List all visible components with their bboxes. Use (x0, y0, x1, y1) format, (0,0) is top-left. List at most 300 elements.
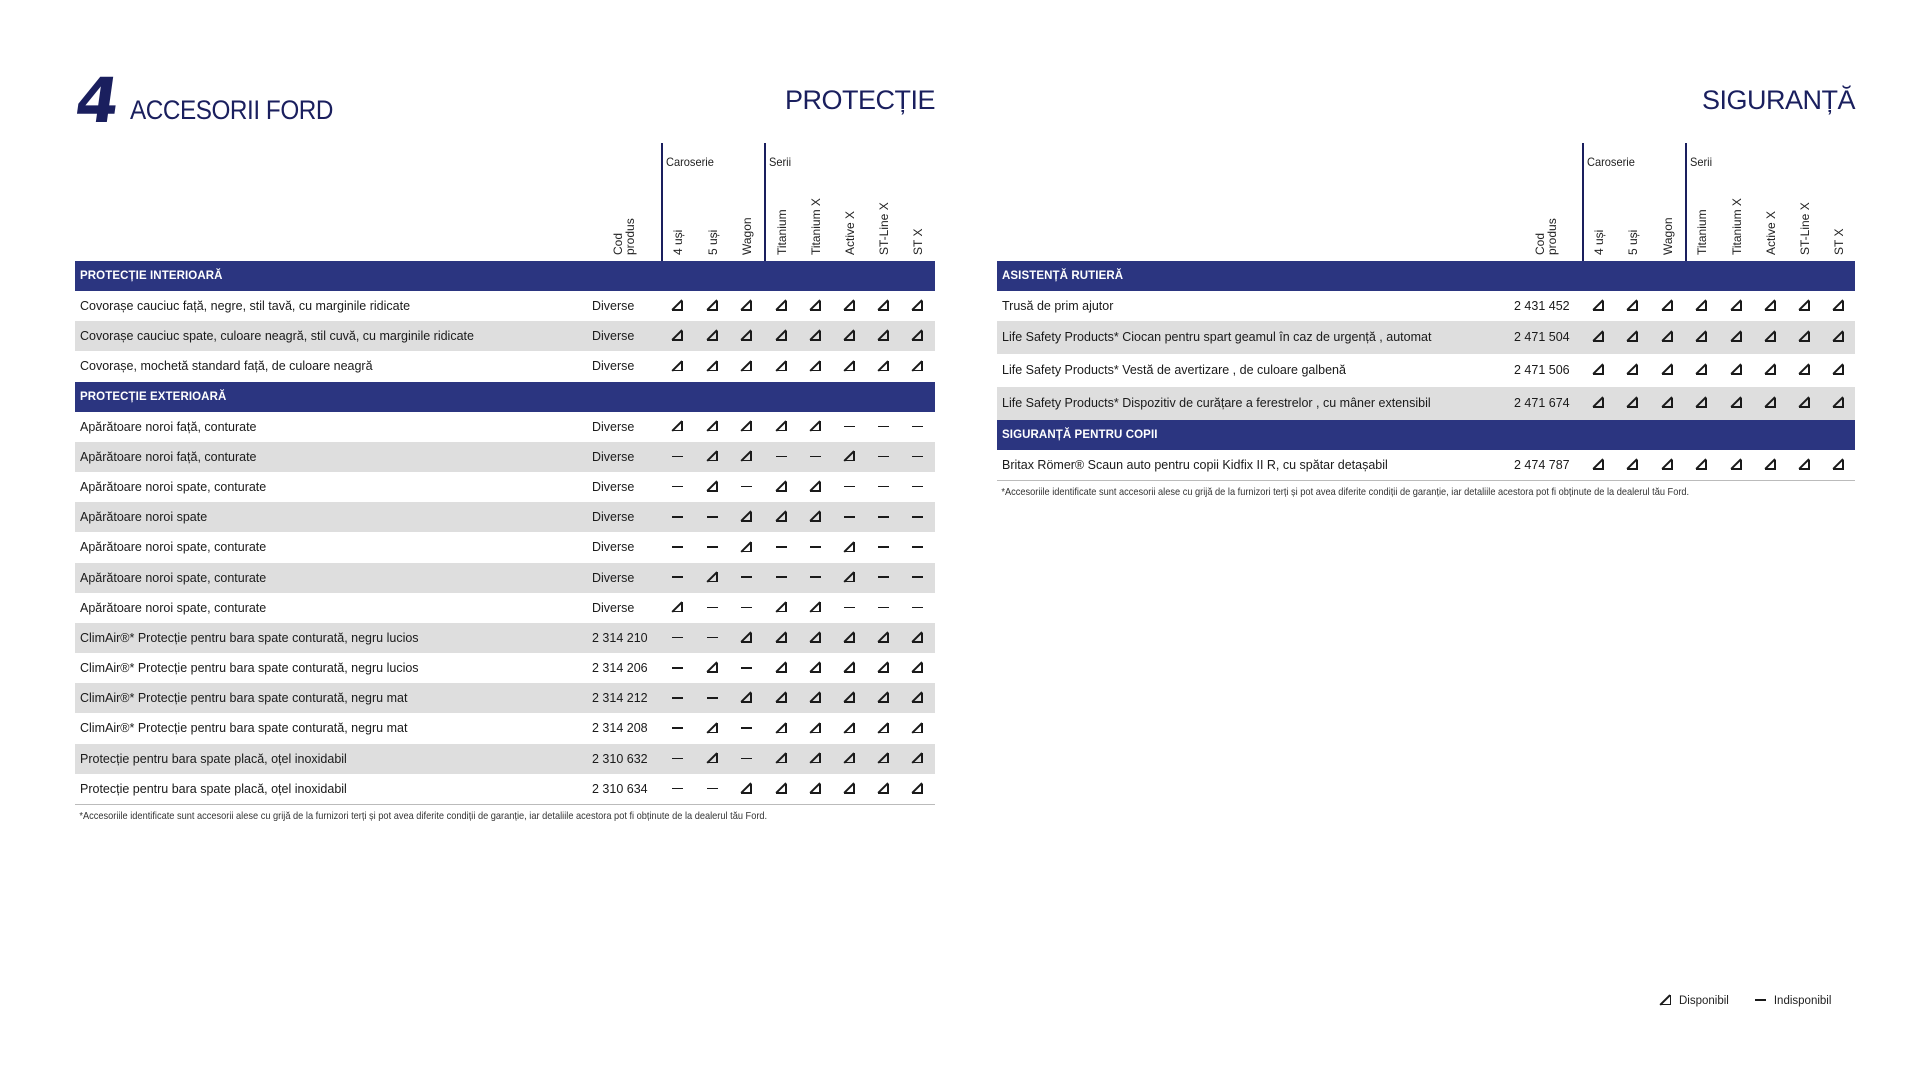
available-check-icon (1593, 396, 1604, 410)
table-bottom-rule (75, 804, 935, 805)
availability-cell (738, 442, 754, 472)
product-description: Covorașe, mochetă standard față, de culoare neagră (80, 359, 373, 374)
available-check-icon (810, 480, 821, 494)
availability-cell (1796, 387, 1812, 420)
available-check-icon (672, 299, 683, 313)
table-row (75, 623, 935, 653)
unavailable-dash-icon (878, 450, 889, 464)
availability-cell (1590, 321, 1606, 354)
availability-cell (704, 321, 720, 351)
available-check-icon (741, 631, 752, 645)
availability-cell (875, 472, 891, 502)
unavailable-dash-icon (810, 540, 821, 554)
table-row (75, 351, 935, 381)
availability-cell (909, 713, 925, 743)
column-label: ST X (911, 228, 925, 255)
available-check-icon (1593, 363, 1604, 377)
available-check-icon (707, 752, 718, 766)
available-check-icon (707, 359, 718, 373)
available-check-icon (1731, 396, 1742, 410)
availability-cell (875, 683, 891, 713)
product-description: Covorașe cauciuc spate, culoare neagră, stil cuvă, cu marginile ridicate (80, 329, 474, 344)
availability-cell (1830, 291, 1846, 321)
availability-cell (875, 563, 891, 593)
available-check-icon (776, 782, 787, 796)
available-check-icon (1593, 330, 1604, 344)
column-label: 5 uși (706, 229, 720, 255)
unavailable-dash-icon (741, 752, 752, 766)
availability-cell (773, 563, 789, 593)
product-code: 2 471 504 (1514, 330, 1570, 345)
table-row (75, 774, 935, 804)
unavailable-dash-icon (912, 450, 923, 464)
availability-cell (841, 563, 857, 593)
availability-cell (875, 532, 891, 562)
availability-cell (1830, 450, 1846, 480)
available-check-icon (844, 540, 855, 554)
availability-cell (1796, 450, 1812, 480)
availability-cell (773, 532, 789, 562)
available-check-icon (741, 299, 752, 313)
availability-cell (1693, 291, 1709, 321)
product-code: Diverse (592, 329, 635, 344)
column-label: Titanium (775, 209, 789, 255)
column-header (75, 143, 935, 261)
availability-cell (1830, 321, 1846, 354)
availability-cell (738, 472, 754, 502)
product-description: Covorașe cauciuc față, negre, stil tavă, cu marginile ridicate (80, 299, 411, 313)
product-code: 2 310 634 (592, 781, 648, 796)
product-code: Diverse (592, 600, 635, 615)
availability-cell (807, 532, 823, 562)
availability-cell (704, 532, 720, 562)
available-check-icon (707, 329, 718, 343)
table-row (75, 532, 935, 562)
available-check-icon (776, 299, 787, 313)
availability-cell (1762, 354, 1778, 387)
available-check-icon (810, 752, 821, 766)
availability-cell (773, 472, 789, 502)
available-check-icon (741, 540, 752, 554)
available-check-icon (810, 359, 821, 373)
availability-cell (841, 412, 857, 442)
available-check-icon (912, 691, 923, 705)
available-check-icon (878, 752, 889, 766)
availability-cell (841, 593, 857, 623)
available-check-icon (878, 691, 889, 705)
availability-cell (738, 563, 754, 593)
product-description: Apărătoare noroi spate, conturate (80, 540, 267, 555)
available-check-icon (707, 721, 718, 735)
unavailable-dash-icon (707, 631, 718, 645)
unavailable-dash-icon (776, 571, 787, 585)
availability-cell (738, 412, 754, 442)
available-check-icon (1765, 299, 1776, 313)
available-check-icon (1799, 458, 1810, 472)
availability-cell (807, 321, 823, 351)
legend-unavailable-label: Indisponibil (1773, 995, 1832, 1007)
available-check-icon (672, 420, 683, 434)
unavailable-dash-icon (844, 601, 855, 615)
availability-cell (669, 442, 685, 472)
availability-cell (704, 291, 720, 321)
available-check-icon (1799, 396, 1810, 410)
available-check-icon (707, 299, 718, 313)
availability-cell (669, 653, 685, 683)
availability-cell (738, 774, 754, 804)
available-check-icon (878, 631, 889, 645)
table-row (75, 412, 935, 442)
unavailable-dash-icon (776, 540, 787, 554)
available-check-icon (1662, 363, 1673, 377)
unavailable-dash-icon (912, 510, 923, 524)
product-code: 2 314 206 (592, 661, 648, 676)
table-row (997, 354, 1855, 387)
column-label-cod-produs: Cod (1533, 232, 1547, 255)
available-check-icon (1765, 363, 1776, 377)
product-description: Apărătoare noroi spate, conturate (80, 479, 267, 494)
available-check-icon (741, 450, 752, 464)
availability-cell (841, 351, 857, 381)
available-check-icon (878, 299, 889, 313)
availability-cell (773, 683, 789, 713)
availability-cell (773, 412, 789, 442)
unavailable-dash-icon (672, 661, 683, 675)
unavailable-dash-icon (878, 540, 889, 554)
availability-cell (1624, 321, 1640, 354)
available-check-icon (1731, 299, 1742, 313)
availability-cell (669, 774, 685, 804)
column-label: ST-Line X (877, 202, 891, 255)
availability-cell (841, 713, 857, 743)
product-code: 2 314 212 (592, 691, 648, 706)
available-check-icon (741, 420, 752, 434)
unavailable-dash-icon (672, 540, 683, 554)
unavailable-dash-icon (844, 420, 855, 434)
availability-cell (909, 623, 925, 653)
chapter-number: 4 (70, 64, 122, 137)
availability-cell (1590, 450, 1606, 480)
available-check-icon (912, 782, 923, 796)
available-check-icon (776, 510, 787, 524)
unavailable-dash-icon (707, 601, 718, 615)
category-header: PROTECȚIE INTERIOARĂ (75, 261, 935, 291)
availability-cell (704, 563, 720, 593)
available-check-icon (672, 601, 683, 615)
product-code: 2 474 787 (1514, 458, 1570, 473)
availability-cell (1728, 450, 1744, 480)
table-row (997, 450, 1855, 480)
available-check-icon (776, 480, 787, 494)
available-check-icon (776, 752, 787, 766)
column-label: Wagon (1661, 217, 1675, 255)
availability-cell (1762, 291, 1778, 321)
available-check-icon (844, 329, 855, 343)
product-code: 2 310 632 (592, 751, 648, 766)
category-header: SIGURANȚĂ PENTRU COPII (997, 420, 1855, 450)
available-check-icon (1833, 396, 1844, 410)
available-check-icon (1662, 299, 1673, 313)
availability-cell (669, 744, 685, 774)
available-check-icon (776, 721, 787, 735)
available-check-icon (672, 359, 683, 373)
unavailable-dash-icon (912, 480, 923, 494)
available-check-icon (1627, 396, 1638, 410)
available-check-icon (776, 691, 787, 705)
product-code: Diverse (592, 419, 635, 434)
available-check-icon (1799, 330, 1810, 344)
product-description: Apărătoare noroi față, conturate (80, 449, 257, 464)
availability-cell (704, 472, 720, 502)
availability-cell (1830, 387, 1846, 420)
column-header (997, 143, 1855, 261)
unavailable-dash-icon (672, 691, 683, 705)
availability-cell (1693, 321, 1709, 354)
availability-cell (1728, 354, 1744, 387)
availability-cell (1796, 354, 1812, 387)
availability-cell (1796, 321, 1812, 354)
available-check-icon (1662, 396, 1673, 410)
available-check-icon (844, 450, 855, 464)
section-title: PROTECȚIE (784, 85, 935, 115)
available-check-icon (707, 480, 718, 494)
unavailable-dash-icon (912, 420, 923, 434)
availability-cell (738, 351, 754, 381)
availability-cell (909, 502, 925, 532)
available-check-icon (912, 631, 923, 645)
unavailable-dash-icon (810, 571, 821, 585)
availability-cell (841, 472, 857, 502)
group-divider (1685, 143, 1687, 261)
column-label: Titanium (1695, 209, 1709, 255)
availability-cell (807, 502, 823, 532)
chapter-title: ACCESORII FORD (130, 95, 334, 125)
table-row (75, 502, 935, 532)
category-header: ASISTENȚĂ RUTIERĂ (997, 261, 1855, 291)
available-check-icon (878, 329, 889, 343)
available-check-icon (1833, 458, 1844, 472)
availability-cell (1590, 354, 1606, 387)
availability-cell (807, 744, 823, 774)
unavailable-dash-icon (741, 601, 752, 615)
available-check-icon (741, 691, 752, 705)
unavailable-dash-icon (878, 510, 889, 524)
unavailable-dash-icon (912, 571, 923, 585)
available-check-icon (1833, 330, 1844, 344)
available-check-icon (776, 631, 787, 645)
availability-cell (1590, 291, 1606, 321)
group-label-caroserie: Caroserie (666, 155, 714, 169)
table-row (997, 321, 1855, 354)
available-check-icon (1833, 363, 1844, 377)
availability-cell (773, 774, 789, 804)
availability-cell (669, 593, 685, 623)
availability-cell (807, 653, 823, 683)
unavailable-dash-icon (810, 450, 821, 464)
available-check-icon (707, 571, 718, 585)
available-check-icon (844, 299, 855, 313)
availability-cell (841, 532, 857, 562)
table-row (75, 442, 935, 472)
table-body (997, 261, 1855, 498)
group-label-caroserie: Caroserie (1587, 155, 1635, 169)
availability-cell (909, 442, 925, 472)
column-label-cod-produs: produs (1545, 218, 1559, 255)
product-description: Life Safety Products* Ciocan pentru spart geamul în caz de urgență , automat (1002, 330, 1432, 345)
available-check-icon (1593, 299, 1604, 313)
availability-cell (738, 713, 754, 743)
available-check-icon (1662, 458, 1673, 472)
product-code: Diverse (592, 570, 635, 585)
available-check-icon (844, 752, 855, 766)
availability-cell (841, 623, 857, 653)
unavailable-dash-icon (741, 661, 752, 675)
column-label: 4 uși (671, 229, 685, 255)
availability-cell (875, 442, 891, 472)
section-title: SIGURANȚĂ (1701, 85, 1855, 115)
availability-cell (807, 442, 823, 472)
unavailable-dash-icon (878, 480, 889, 494)
unavailable-dash-icon (672, 571, 683, 585)
availability-cell (1659, 450, 1675, 480)
product-description: Life Safety Products* Vestă de avertizare , de culoare galbenă (1002, 363, 1346, 378)
group-label-serii: Serii (1690, 155, 1713, 169)
product-description: ClimAir®* Protecție pentru bara spate conturată, negru mat (80, 721, 408, 736)
unavailable-dash-icon (672, 752, 683, 766)
unavailable-dash-icon (912, 540, 923, 554)
availability-cell (1728, 387, 1744, 420)
available-check-icon (844, 782, 855, 796)
table-row (75, 593, 935, 623)
availability-cell (704, 351, 720, 381)
product-description: Protecție pentru bara spate placă, oțel inoxidabil (80, 781, 347, 796)
availability-cell (909, 472, 925, 502)
category-header: PROTECȚIE EXTERIOARĂ (75, 382, 935, 412)
availability-cell (875, 774, 891, 804)
available-check-icon (912, 359, 923, 373)
availability-cell (807, 412, 823, 442)
availability-cell (875, 351, 891, 381)
availability-cell (909, 593, 925, 623)
available-check-icon (878, 661, 889, 675)
group-divider (661, 143, 663, 261)
availability-cell (807, 713, 823, 743)
available-check-icon (1833, 299, 1844, 313)
column-label-cod-produs: Cod (611, 232, 625, 255)
unavailable-dash-icon (878, 571, 889, 585)
availability-cell (773, 351, 789, 381)
available-check-icon (1696, 299, 1707, 313)
available-check-icon (776, 329, 787, 343)
unavailable-dash-icon (707, 782, 718, 796)
availability-cell (875, 593, 891, 623)
availability-cell (1762, 450, 1778, 480)
available-check-icon (741, 329, 752, 343)
availability-cell (704, 593, 720, 623)
availability-cell (909, 653, 925, 683)
available-check-icon (810, 329, 821, 343)
unavailable-dash-icon (672, 631, 683, 645)
availability-cell (773, 502, 789, 532)
product-description: ClimAir®* Protecție pentru bara spate conturată, negru mat (80, 691, 408, 706)
unavailable-dash-icon (707, 510, 718, 524)
available-check-icon (1765, 458, 1776, 472)
group-divider (764, 143, 766, 261)
available-check-icon (810, 782, 821, 796)
availability-cell (807, 472, 823, 502)
available-check-icon (707, 661, 718, 675)
availability-cell (773, 291, 789, 321)
availability-cell (807, 683, 823, 713)
available-check-icon (912, 661, 923, 675)
availability-cell (1693, 450, 1709, 480)
available-check-icon (810, 299, 821, 313)
available-check-icon (810, 420, 821, 434)
unavailable-dash-icon (741, 721, 752, 735)
availability-cell (1624, 387, 1640, 420)
unavailable-dash-icon (776, 450, 787, 464)
availability-cell (909, 683, 925, 713)
product-description: Apărătoare noroi spate, conturate (80, 570, 267, 585)
product-code: Diverse (592, 359, 635, 374)
column-label: 5 uși (1626, 229, 1640, 255)
availability-cell (875, 412, 891, 442)
availability-cell (1659, 321, 1675, 354)
legend (1660, 995, 1831, 1007)
column-label: Active X (1764, 210, 1778, 255)
available-check-icon (810, 691, 821, 705)
availability-cell (1762, 387, 1778, 420)
availability-cell (669, 351, 685, 381)
availability-cell (669, 623, 685, 653)
available-check-icon (1696, 396, 1707, 410)
availability-cell (875, 502, 891, 532)
table-row (75, 472, 935, 502)
availability-cell (738, 653, 754, 683)
product-code: 2 314 208 (592, 721, 648, 736)
product-code: Diverse (592, 449, 635, 464)
available-check-icon (844, 661, 855, 675)
availability-cell (704, 683, 720, 713)
column-label-cod-produs: produs (623, 218, 637, 255)
availability-cell (875, 623, 891, 653)
availability-cell (738, 502, 754, 532)
availability-cell (909, 744, 925, 774)
available-check-icon (1627, 363, 1638, 377)
availability-cell (773, 321, 789, 351)
availability-cell (704, 502, 720, 532)
available-check-icon (741, 510, 752, 524)
availability-cell (841, 653, 857, 683)
table-row (75, 744, 935, 774)
availability-cell (1659, 354, 1675, 387)
availability-cell (909, 774, 925, 804)
availability-cell (909, 321, 925, 351)
table-row (75, 653, 935, 683)
column-label: Titanium X (1730, 198, 1744, 255)
product-description: Trusă de prim ajutor (1002, 299, 1114, 313)
column-label: ST-Line X (1798, 202, 1812, 255)
product-code: 2 471 506 (1514, 363, 1570, 378)
table-row (997, 291, 1855, 321)
availability-cell (909, 563, 925, 593)
unavailable-dash-icon (878, 601, 889, 615)
available-check-icon (1799, 299, 1810, 313)
footnote: *Accesoriile identificate sunt accesorii alese cu grijă de la furnizori terți și pot avea diferite condiții de garanție, iar detaliile acestora pot fi obținute de la dealerul tău Ford. (1001, 486, 1690, 499)
availability-cell (841, 502, 857, 532)
available-check-icon (776, 359, 787, 373)
product-code: Diverse (592, 510, 635, 525)
